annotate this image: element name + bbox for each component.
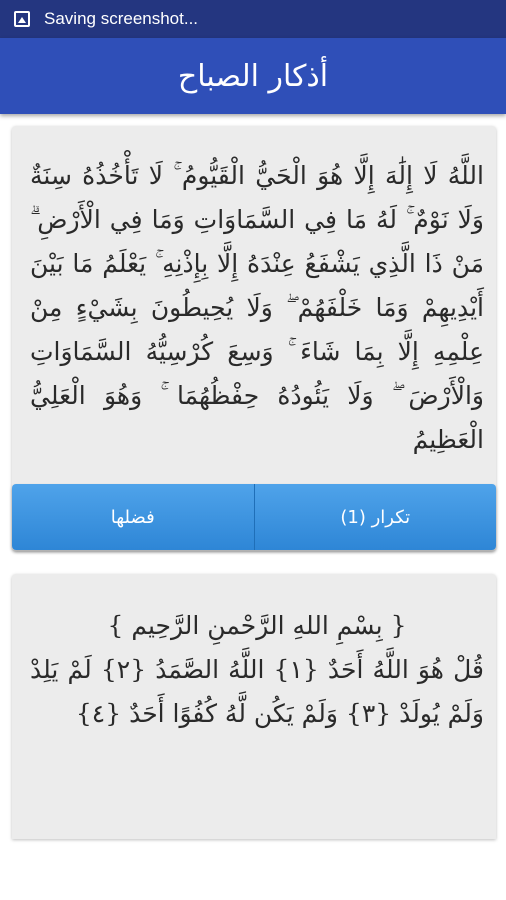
- card-button-row: [12, 484, 496, 550]
- screenshot-icon: [14, 11, 30, 27]
- dhikr-text: قُلْ هُوَ اللَّهُ أَحَدٌ {١} اللَّهُ الصَّمَدُ {٢} لَمْ يَلِدْ وَلَمْ يُولَدْ {٣} وَلَمْ يَكُن لَّهُ كُفُوًا أَحَدٌ {٤}: [30, 655, 484, 728]
- basmala-heading: { بِسْمِ اللهِ الرَّحْمنِ الرَّحِيم }: [107, 611, 407, 640]
- dhikr-card: [12, 574, 496, 839]
- status-bar: [0, 0, 506, 38]
- app-bar: [0, 38, 506, 114]
- status-text: Saving screenshot...: [44, 9, 199, 28]
- repeat-counter-button[interactable]: تكرار (1): [255, 484, 497, 550]
- virtue-button[interactable]: فضلها: [12, 484, 254, 550]
- dhikr-text: اللَّهُ لَا إِلَٰهَ إِلَّا هُوَ الْحَيُّ الْقَيُّومُ ۚ لَا تَأْخُذُهُ سِنَةٌ وَلَا نَوْمٌ ۚ لَهُ مَا فِي السَّمَاوَاتِ وَمَا فِي الْأَرْضِ ۗ مَنْ ذَا الَّذِي يَشْفَعُ عِنْدَهُ إِلَّا بِإِذْنِهِ ۚ يَعْلَمُ مَا بَيْنَ أَيْدِيهِمْ وَمَا خَلْفَهُمْ ۖ وَلَا يُحِيطُونَ بِشَيْءٍ مِنْ عِلْمِهِ إِلَّا بِمَا شَاءَ ۚ وَسِعَ كُرْسِيُّهُ السَّمَاوَاتِ وَالْأَرْضَ ۖ وَلَا يَئُودُهُ حِفْظُهُمَا ۚ وَهُوَ الْعَلِيُّ الْعَظِيمُ: [30, 161, 484, 454]
- page-title: أذكار الصباح: [177, 58, 329, 94]
- dhikr-text-block: [30, 604, 484, 736]
- dhikr-card: [12, 126, 496, 551]
